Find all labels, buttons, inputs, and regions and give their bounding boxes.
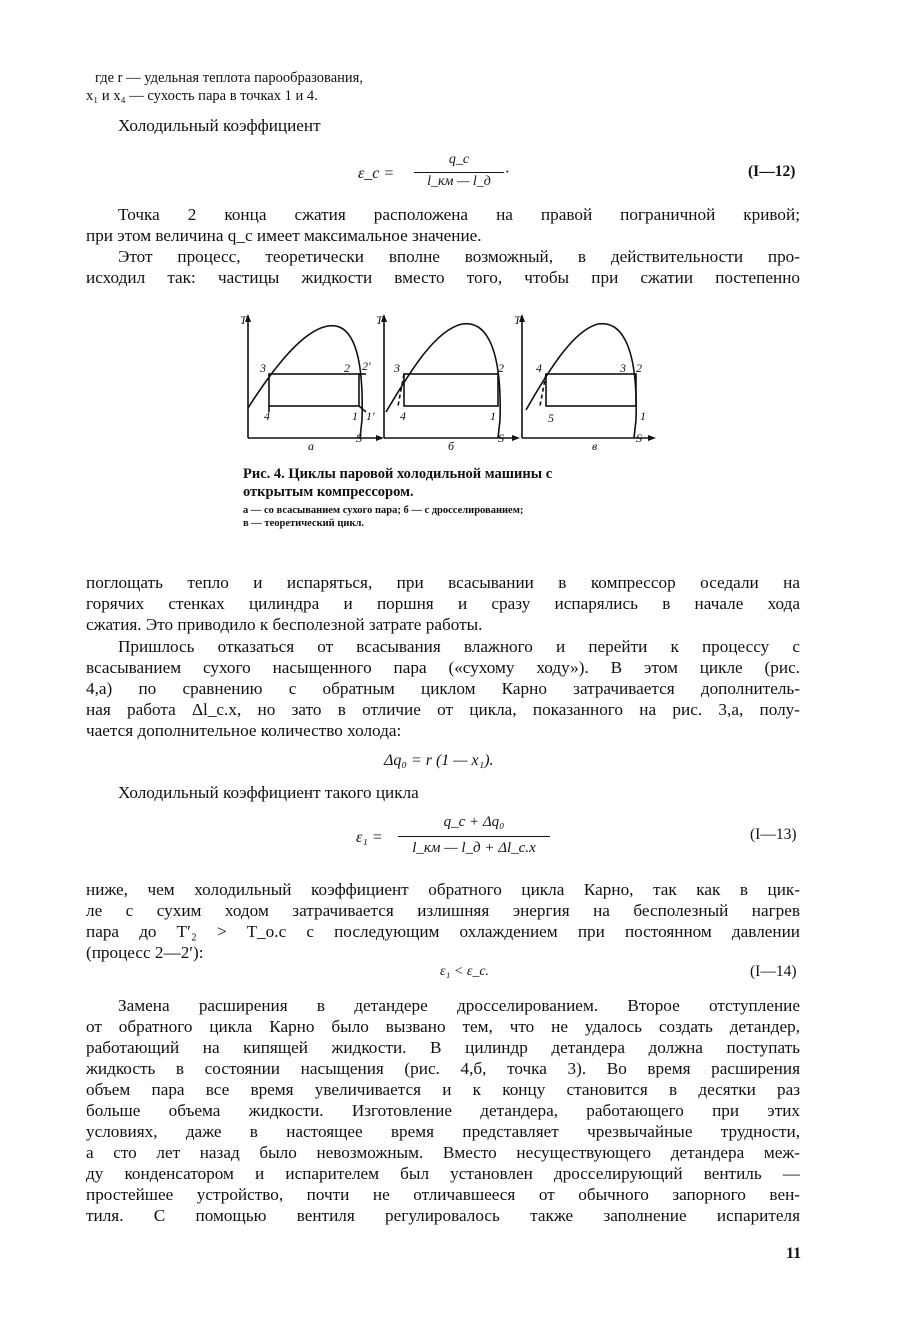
para6-line: простейшее устройство, почти не отличавшееся от обычного запорного вен- [86, 1185, 800, 1204]
para6-line: работающий на кипящей жидкости. В цилиндр детандера должна поступать [86, 1038, 800, 1057]
cycle-rect-b [404, 374, 498, 406]
definition-line-x: x₁ и x₄ — сухость пара в точках 1 и 4. [86, 88, 318, 104]
axis-label-s-a: S [356, 431, 362, 445]
label-a-1: 1 [352, 409, 358, 423]
para4-line: всасыванием сухого насыщенного пара («сухому ходу»). В этом цикле (рис. [86, 658, 800, 677]
figure-caption-line2: открытым компрессором. [243, 484, 414, 500]
equation-delta-q: Δq₀ = r (1 — x₁). [384, 752, 494, 769]
label-a-4: 4 [264, 409, 270, 423]
para5-line: ле с сухим ходом затрачивается излишняя энергия на бесполезный нагрев [86, 901, 800, 920]
page-number: 11 [786, 1245, 802, 1262]
label-c-5: 5 [548, 411, 554, 425]
axis-label-s-c: S [636, 431, 642, 445]
para2-line: исходил так: частицы жидкости вместо того, чтобы при сжатии постепенно [86, 268, 800, 287]
para6-line: от обратного цикла Карно было вызвано тем, что не удалось создать детандер, [86, 1017, 800, 1036]
panel-c [519, 314, 656, 441]
eq13-number: (I—13) [750, 826, 797, 843]
eq12-number: (I—12) [748, 163, 796, 180]
eq14-number: (I—14) [750, 963, 797, 980]
para3-line: поглощать тепло и испаряться, при всасывании в компрессор оседали на [86, 573, 800, 592]
label-a-2prime: 2′ [362, 359, 371, 373]
para4-line: чается дополнительное количество холода: [86, 721, 402, 740]
para1-line: при этом величина q_c имеет максимальное значение. [86, 226, 482, 245]
para5-line: пара до T′₂ > T_о.с с последующим охлаждением при постоянном давлении [86, 922, 800, 941]
axis-label-t-c: T [514, 313, 521, 327]
para6-line: а сто лет назад было невозможным. Вместо несуществующего детандера меж- [86, 1143, 800, 1162]
para4-line: ная работа Δl_с.х, но зато в отличие от цикла, показанного на рис. 3,а, полу- [86, 700, 800, 719]
label-c-1: 1 [640, 409, 646, 423]
para4-line: 4,а) по сравнению с обратным циклом Карно затрачивается дополнитель- [86, 679, 800, 698]
para2-line: Этот процесс, теоретически вполне возможный, в действительности про- [118, 247, 800, 266]
cycle-rect-c [546, 374, 636, 406]
arrow-s-a [376, 435, 384, 441]
axis-label-t-b: T [376, 313, 383, 327]
label-b-1: 1 [490, 409, 496, 423]
figure-legend-line1: а — со всасыванием сухого пара; б — с дросселированием; [243, 505, 524, 516]
arrow-s-c [648, 435, 656, 441]
eq12-denominator: l_км — l_д [427, 174, 491, 189]
para6-line: объем пара все время увеличивается и к концу становится в десятки раз [86, 1080, 800, 1099]
eq12-fraction-bar [414, 172, 504, 173]
coefficient-heading: Холодильный коэффициент [118, 116, 321, 135]
eq13-lhs: ε₁ = [356, 829, 383, 846]
panel-letter-c: в [592, 439, 598, 453]
label-c-3: 3 [620, 361, 626, 375]
eq12-dot: · [505, 164, 509, 181]
para5-line: (процесс 2—2′): [86, 943, 204, 962]
para6-line: ду конденсатором и испарителем был установлен дросселирующий вентиль — [86, 1164, 800, 1183]
para6-line: тиля. С помощью вентиля регулировалось также заполнение испарителя [86, 1206, 800, 1225]
para5-line: ниже, чем холодильный коэффициент обратного цикла Карно, так как в цик- [86, 880, 800, 899]
saturation-curve-c [526, 324, 636, 438]
eq13-denominator: l_км — l_д + Δl_с.х [412, 840, 536, 856]
para1-line: Точка 2 конца сжатия расположена на правой пограничной кривой; [118, 205, 800, 224]
para6-line: жидкость в состоянии насыщения (рис. 4,б, точка 3). Во время расширения [86, 1059, 800, 1078]
eq13-numerator: q_c + Δq₀ [443, 814, 505, 830]
eq12-numerator: q_c [448, 152, 470, 167]
definition-line-r: где r — удельная теплота парообразования, [95, 70, 363, 86]
label-b-2: 2 [498, 361, 504, 375]
eq12-lhs: ε_c = [358, 165, 395, 182]
label-c-4: 4 [536, 361, 542, 375]
axis-label-s-b: S [498, 431, 504, 445]
eq14-expression: ε₁ < ε_c. [440, 964, 490, 979]
panel-letter-b: б [448, 439, 455, 453]
arrow-s-b [512, 435, 520, 441]
label-a-2: 2 [344, 361, 350, 375]
label-b-4: 4 [400, 409, 406, 423]
figure-4-cycles [236, 312, 662, 458]
figure-legend-line2: в — теоретический цикл. [243, 518, 365, 529]
label-c-2: 2 [636, 361, 642, 375]
para3-line: горячих стенках цилиндра и поршня и сразу испарялись в начале хода [86, 594, 800, 613]
para6-line: Замена расширения в детандере дросселированием. Второе отступление [118, 996, 800, 1015]
panel-letter-a: а [308, 439, 314, 453]
para4-line: Пришлось отказаться от всасывания влажного и перейти к процессу с [118, 637, 800, 656]
ts-diagrams [236, 312, 662, 458]
cycle-rect-a [269, 374, 359, 406]
para6-line: больше объема жидкости. Изготовление детандера, работающего при этих [86, 1101, 800, 1120]
axis-label-t-a: T [240, 313, 247, 327]
coefficient-heading-2: Холодильный коэффициент такого цикла [118, 783, 419, 802]
eq13-fraction-bar [398, 836, 550, 837]
label-a-3: 3 [260, 361, 266, 375]
para6-line: условиях, даже в настоящее время представляет чрезвычайные трудности, [86, 1122, 800, 1141]
para3-line: сжатия. Это приводило к бесполезной затрате работы. [86, 615, 483, 634]
figure-caption-line1: Рис. 4. Циклы паровой холодильной машины с [243, 466, 553, 482]
label-b-3: 3 [394, 361, 400, 375]
label-a-1prime: 1′ [366, 409, 375, 423]
